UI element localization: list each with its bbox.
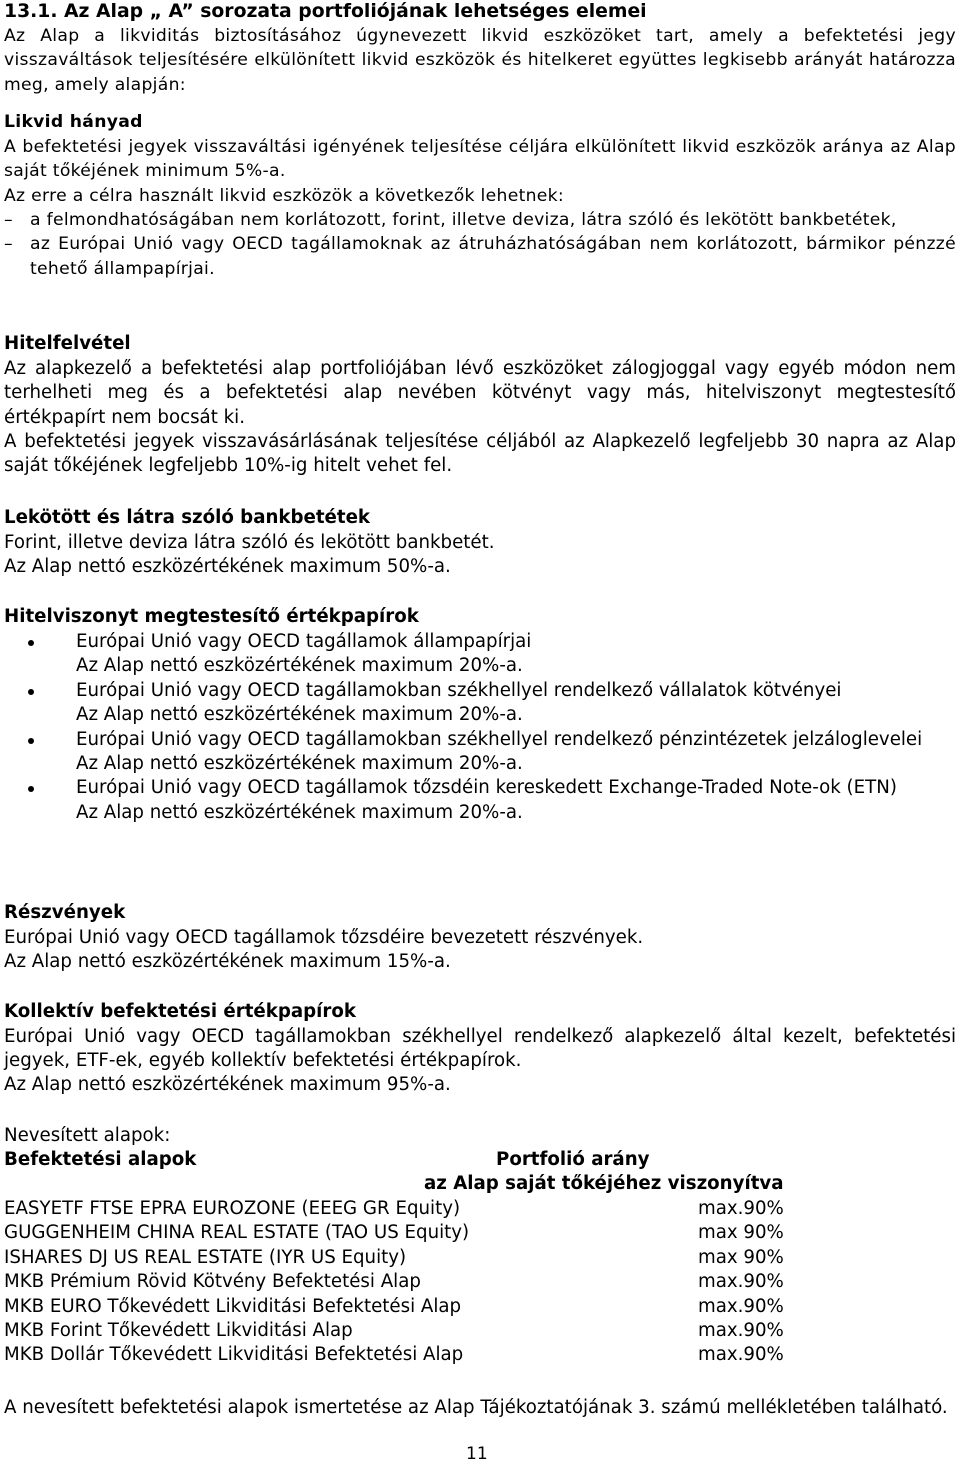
liquid-lead: Az erre a célra használt likvid eszközök a következők lehetnek: <box>4 186 565 206</box>
deposits-line-2: Az Alap nettó eszközértékének maximum 50%-a. <box>4 556 451 577</box>
list-item-text: az Európai Unió vagy OECD tagállamoknak az átruházhatóságában nem korlátozott, bármikor pénzzé tehető állampapírjai. <box>30 234 956 279</box>
shares-line-2: Az Alap nettó eszközértékének maximum 15%-a. <box>4 951 451 972</box>
fund-name: ISHARES DJ US REAL ESTATE (IYR US Equity) <box>4 1246 407 1268</box>
list-item <box>4 630 956 679</box>
fund-ratio: max.90% <box>698 1295 784 1317</box>
collective-paragraph: Európai Unió vagy OECD tagállamokban székhellyel rendelkező alapkezelő által kezelt, befektetési jegyek, ETF-ek, egyéb kollektív befektetési értékpapírok. <box>4 1026 956 1072</box>
table-row <box>4 1197 824 1221</box>
table-row <box>4 1221 824 1245</box>
named-funds-label: Nevesített alapok: <box>4 1125 171 1146</box>
named-funds-table <box>4 1197 824 1368</box>
bullet-icon <box>28 738 34 744</box>
fund-ratio: max.90% <box>698 1344 784 1366</box>
fund-name: MKB EURO Tőkevédett Likviditási Befektetési Alap <box>4 1295 462 1317</box>
fund-ratio: max 90% <box>698 1222 784 1244</box>
fund-name: MKB Dollár Tőkevédett Likviditási Befektetési Alap <box>4 1344 464 1366</box>
column-header-ratio: Portfolió arány <box>496 1149 650 1170</box>
page-number: 11 <box>466 1444 488 1464</box>
borrowing-heading: Hitelfelvétel <box>4 333 131 354</box>
list-item-limit: Az Alap nettó eszközértékének maximum 20%-a. <box>76 655 523 677</box>
dash-marker: – <box>4 234 13 255</box>
liquid-heading: Likvid hányad <box>4 112 143 132</box>
deposits-line-1: Forint, illetve deviza látra szóló és lekötött bankbetét. <box>4 532 495 553</box>
fund-ratio: max.90% <box>698 1198 784 1219</box>
list-item <box>4 776 956 825</box>
dash-marker: – <box>4 210 13 230</box>
fund-name: GUGGENHEIM CHINA REAL ESTATE (TAO US Equity) <box>4 1222 470 1244</box>
intro-paragraph: Az Alap a likviditás biztosításához úgynevezett likvid eszközöket tart, amely a befektetési jegy visszaváltások teljesítésére elkülönített likvid eszközök és hitelkeret együttes legkisebb arányát határozza meg, amely alapján: <box>4 26 956 95</box>
fund-ratio: max.90% <box>698 1271 784 1293</box>
deposits-heading: Lekötött és látra szóló bankbetétek <box>4 507 371 528</box>
fund-ratio: max.90% <box>698 1320 784 1342</box>
fund-ratio: max 90% <box>698 1246 784 1268</box>
borrowing-paragraph-2: A befektetési jegyek visszavásárlásának teljesítése céljából az Alapkezelő legfeljebb 30 napra az Alap saját tőkéjének legfeljebb 10%-ig hitelt vehet fel. <box>4 431 956 477</box>
shares-line-1: Európai Unió vagy OECD tagállamok tőzsdéire bevezetett részvények. <box>4 927 644 948</box>
table-row <box>4 1319 824 1343</box>
named-funds-footer: A nevesített befektetési alapok ismertetése az Alap Tájékoztatójának 3. számú mellékletében található. <box>4 1397 948 1418</box>
fund-name: EASYETF FTSE EPRA EUROZONE (EEEG GR Equity) <box>4 1198 461 1219</box>
fund-name: MKB Prémium Rövid Kötvény Befektetési Alap <box>4 1271 421 1293</box>
table-row <box>4 1295 824 1319</box>
list-item-text: a felmondhatóságában nem korlátozott, forint, illetve deviza, látra szóló és lekötött bankbetétek, <box>30 210 897 230</box>
list-item-text: Európai Unió vagy OECD tagállamokban székhellyel rendelkező pénzintézetek jelzáloglevelei <box>76 728 923 750</box>
column-header-funds: Befektetési alapok <box>4 1149 197 1170</box>
bullet-icon <box>28 786 34 792</box>
named-funds-header <box>4 1148 864 1197</box>
debt-list <box>4 630 956 825</box>
fund-name: MKB Forint Tőkevédett Likviditási Alap <box>4 1320 353 1342</box>
liquid-list <box>4 208 956 281</box>
table-row <box>4 1270 824 1294</box>
list-item <box>4 208 956 232</box>
list-item <box>4 728 956 777</box>
collective-limit: Az Alap nettó eszközértékének maximum 95%-a. <box>4 1074 451 1095</box>
shares-heading: Részvények <box>4 902 126 923</box>
table-row <box>4 1343 824 1367</box>
list-item-text: Európai Unió vagy OECD tagállamok állampapírjai <box>76 631 532 652</box>
bullet-icon <box>28 640 34 646</box>
liquid-paragraph: A befektetési jegyek visszaváltási igényének teljesítése céljára elkülönített likvid eszközök aránya az Alap saját tőkéjének minimum 5%-a. <box>4 137 956 182</box>
column-header-ratio-sub: az Alap saját tőkéjéhez viszonyítva <box>424 1173 784 1195</box>
bullet-icon <box>28 689 34 695</box>
table-row <box>4 1246 824 1270</box>
list-item-limit: Az Alap nettó eszközértékének maximum 20%-a. <box>76 704 523 726</box>
list-item <box>4 232 956 281</box>
list-item-limit: Az Alap nettó eszközértékének maximum 20%-a. <box>76 801 523 823</box>
list-item-text: Európai Unió vagy OECD tagállamokban székhellyel rendelkező vállalatok kötvényei <box>76 679 842 701</box>
collective-heading: Kollektív befektetési értékpapírok <box>4 1001 356 1022</box>
borrowing-paragraph-1: Az alapkezelő a befektetési alap portfoliójában lévő eszközöket zálogjoggal vagy egyéb módon nem terhelheti meg és a befektetési alap nevében kötvényt vagy más, hitelviszonyt megtestesítő értékpapírt nem bocsát ki. <box>4 358 956 428</box>
section-title: 13.1. Az Alap „ A” sorozata portfoliójának lehetséges elemei <box>4 1 647 22</box>
list-item <box>4 679 956 728</box>
list-item-limit: Az Alap nettó eszközértékének maximum 20%-a. <box>76 753 523 775</box>
debt-heading: Hitelviszonyt megtestesítő értékpapírok <box>4 606 419 627</box>
list-item-text: Európai Unió vagy OECD tagállamok tőzsdéin kereskedett Exchange-Traded Note-ok (ETN) <box>76 777 897 799</box>
